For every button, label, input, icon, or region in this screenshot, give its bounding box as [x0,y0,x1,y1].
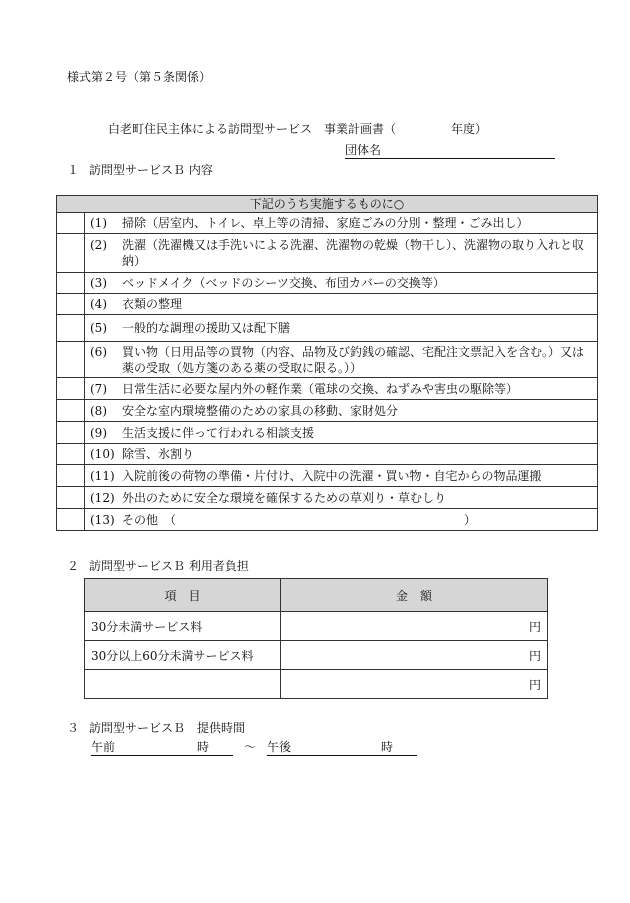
service-row [57,400,598,422]
service-text: 入院前後の荷物の準備・片付け、入院中の洗濯・買い物・自宅からの物品運搬 [122,468,542,483]
fee-amount-field[interactable] [281,670,548,699]
service-cell [85,294,598,315]
fee-table [84,578,548,699]
service-cell [85,465,598,487]
org-name-field[interactable] [345,141,555,159]
tilde: ～ [243,740,256,754]
yen-unit: 円 [528,648,541,663]
service-check-cell[interactable] [57,273,85,294]
service-check-cell[interactable] [57,465,85,487]
yen-unit: 円 [528,677,541,692]
service-cell [85,315,598,342]
service-cell [85,342,598,378]
section1-label: 訪問型サービスＢ 内容 [89,163,213,177]
service-text: 日常生活に必要な屋内外の軽作業（電球の交換、ねずみや害虫の駆除等） [122,381,519,396]
service-row [57,509,598,531]
service-check-cell[interactable] [57,378,85,400]
service-check-cell[interactable] [57,487,85,509]
service-cell [85,400,598,422]
service-cell [85,378,598,400]
service-number: (13) [90,512,115,527]
service-number: (12) [90,490,115,505]
hour-label-end: 時 [381,740,394,754]
section3-number: ３ [67,721,80,735]
service-text: 衣類の整理 [122,297,183,311]
service-row [57,342,598,378]
service-cell [85,509,598,531]
service-number: (6) [90,344,107,359]
service-row [57,378,598,400]
fee-amount-field[interactable] [281,612,548,641]
service-number: (3) [90,276,107,290]
service-row [57,465,598,487]
fee-amount-field[interactable] [281,641,548,670]
service-check-cell[interactable] [57,400,85,422]
service-cell [85,422,598,444]
fee-row [85,670,548,699]
start-time-field[interactable] [91,738,233,756]
service-number: (7) [90,381,107,396]
service-number: (1) [90,216,107,230]
pm-label: 午後 [267,740,292,754]
service-text: 生活支援に伴って行われる相談支援 [122,425,315,440]
fee-item: 30分未満サービス料 [85,612,281,641]
fee-header-item: 項 目 [85,579,281,612]
service-text: ベッドメイク（ベッドのシーツ交換、布団カバーの交換等） [122,276,445,290]
service-row [57,273,598,294]
service-number: (11) [90,468,115,483]
form-number: 様式第２号（第５条関係） [67,70,212,84]
yen-unit: 円 [528,619,541,634]
service-text: 洗濯（洗濯機又は手洗いによる洗濯、洗濯物の乾燥（物干し）、洗濯物の取り入れと収納） [122,238,585,268]
service-number: (9) [90,425,107,440]
section1-number: １ [67,163,80,177]
service-cell [85,273,598,294]
service-row [57,444,598,465]
service-row [57,422,598,444]
am-label: 午前 [91,740,116,754]
service-check-cell[interactable] [57,422,85,444]
service-row [57,213,598,234]
service-cell [85,444,598,465]
title-year: 年度） [451,122,488,136]
service-number: (5) [90,321,107,335]
section3-heading [67,719,245,736]
services-table [56,195,598,531]
service-check-cell[interactable] [57,213,85,234]
service-number: (2) [90,238,107,252]
service-text: 掃除（居室内、トイレ、卓上等の清掃、家庭ごみの分別・整理・ごみ出し） [122,216,529,230]
service-cell [85,213,598,234]
section2-label: 訪問型サービスＢ 利用者負担 [89,559,249,573]
service-check-cell[interactable] [57,234,85,273]
service-cell [85,487,598,509]
section2-heading [67,557,249,574]
service-text: 安全な室内環境整備のための家具の移動、家財処分 [122,403,399,418]
section1-heading [67,161,213,178]
service-text: 買い物（日用品等の買物（内容、品物及び釣銭の確認、宅配注文票記入を含む。）又は薬の受取（処方箋のある薬の受取に限る。）） [122,344,585,375]
service-text: 外出のために安全な環境を確保するための草刈り・草むしり [122,490,447,505]
fee-row [85,641,548,670]
service-text: その他 （ ） [122,512,477,527]
service-row [57,234,598,273]
service-number: (10) [90,447,115,461]
fee-row [85,612,548,641]
hour-label-start: 時 [197,740,210,754]
service-check-cell[interactable] [57,444,85,465]
service-check-cell[interactable] [57,315,85,342]
fee-item-blank[interactable] [85,670,281,699]
end-time-field[interactable] [267,738,417,756]
service-row [57,487,598,509]
section3-label: 訪問型サービスＢ 提供時間 [89,721,246,735]
service-hours [91,738,417,756]
service-number: (4) [90,297,107,311]
services-header: 下記のうち実施するものに○ [57,196,598,213]
document-title [108,120,487,137]
title-text: 白老町住民主体による訪問型サービス 事業計画書（ [108,122,397,136]
section2-number: ２ [67,559,80,573]
org-label: 団体名 [345,143,382,157]
services-header-row [57,196,598,213]
fee-item: 30分以上60分未満サービス料 [85,641,281,670]
service-check-cell[interactable] [57,342,85,378]
service-check-cell[interactable] [57,294,85,315]
service-check-cell[interactable] [57,509,85,531]
service-row [57,315,598,342]
service-text: 除雪、氷割り [122,447,195,461]
service-row [57,294,598,315]
service-text: 一般的な調理の援助又は配下膳 [122,321,291,335]
fee-header-amount: 金 額 [281,579,548,612]
service-number: (8) [90,403,107,418]
fee-header-row [85,579,548,612]
service-cell [85,234,598,273]
